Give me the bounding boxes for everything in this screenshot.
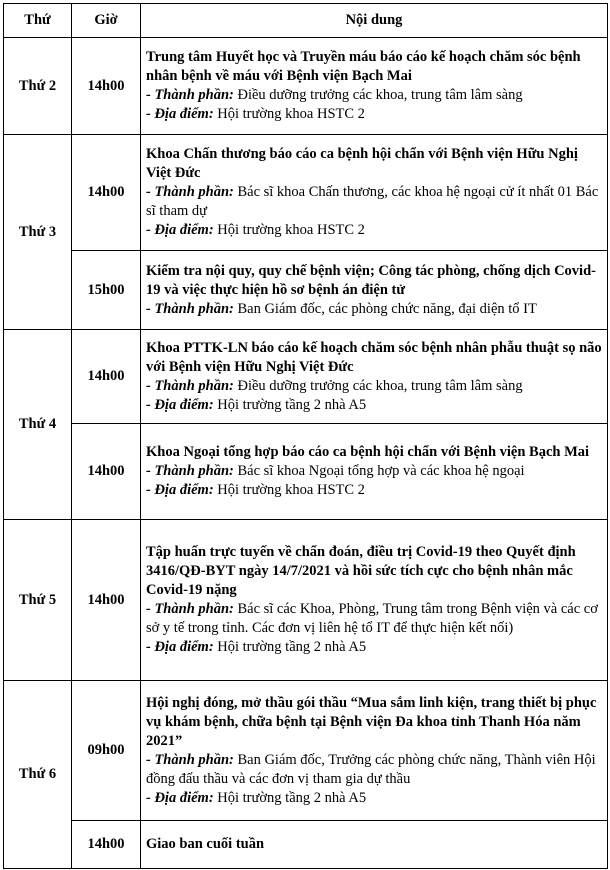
location-value: Hội trường khoa HSTC 2 bbox=[217, 482, 365, 498]
table-row bbox=[4, 424, 608, 520]
day-cell: Thứ 6 bbox=[4, 681, 72, 869]
location-label: - Địa điểm: bbox=[146, 482, 214, 498]
participants-line bbox=[146, 86, 602, 105]
content-cell bbox=[141, 330, 608, 424]
event-title: Khoa PTTK-LN báo cáo kế hoạch chăm sóc bệnh nhân phẫu thuật sọ não với Bệnh viện Hữu Nghị Việt Đức bbox=[146, 339, 602, 375]
location-label: - Địa điểm: bbox=[146, 789, 214, 806]
participants-label: - Thành phần: bbox=[146, 184, 234, 200]
content-cell bbox=[141, 424, 608, 520]
time-cell: 14h00 bbox=[72, 38, 141, 135]
location-value: Hội trường tầng 2 nhà A5 bbox=[217, 639, 367, 655]
participants-value: Điều dưỡng trưởng các khoa, trung tâm lâm sàng bbox=[237, 377, 523, 394]
participants-label: - Thành phần: bbox=[146, 601, 234, 617]
event-title: Khoa Ngoại tổng hợp báo cáo ca bệnh hội chẩn với Bệnh viện Bạch Mai bbox=[146, 444, 590, 460]
content-cell bbox=[141, 821, 608, 869]
location-value: Hội trường tầng 2 nhà A5 bbox=[217, 396, 367, 413]
participants-label: - Thành phần: bbox=[146, 463, 234, 479]
location-label: - Địa điểm: bbox=[146, 222, 214, 238]
location-line bbox=[146, 481, 602, 500]
event-title: Giao ban cuối tuần bbox=[146, 836, 265, 852]
table-row bbox=[4, 821, 608, 869]
header-time: Giờ bbox=[72, 4, 141, 38]
time-cell: 14h00 bbox=[72, 520, 141, 681]
table-row bbox=[4, 135, 608, 251]
event-title: Hội nghị đóng, mở thầu gói thầu “Mua sắm linh kiện, trang thiết bị phục vụ khám bệnh, chữa bệnh tại Bệnh viện Đa khoa tỉnh Thanh Hóa năm 2021” bbox=[146, 694, 597, 749]
location-line bbox=[146, 105, 602, 124]
participants-line bbox=[146, 300, 602, 319]
content-cell bbox=[141, 520, 608, 681]
event-title: Tập huấn trực tuyến về chẩn đoán, điều trị Covid-19 theo Quyết định 3416/QĐ-BYT ngày 14/7/2021 và hồi sức tích cực cho bệnh nhân mắc Covid-19 nặng bbox=[146, 544, 576, 598]
table-row bbox=[4, 38, 608, 135]
content-cell bbox=[141, 681, 608, 821]
table-row bbox=[4, 520, 608, 681]
location-label: - Địa điểm: bbox=[146, 106, 214, 122]
content-cell bbox=[141, 38, 608, 135]
day-cell: Thứ 2 bbox=[4, 38, 72, 135]
participants-label: - Thành phần: bbox=[146, 751, 234, 768]
content-cell bbox=[141, 251, 608, 330]
header-row bbox=[4, 4, 608, 38]
event-title: Kiểm tra nội quy, quy chế bệnh viện; Công tác phòng, chống dịch Covid-19 và việc thực hiện hồ sơ bệnh án điện tử bbox=[146, 262, 596, 298]
event-title: Trung tâm Huyết học và Truyền máu báo cáo kế hoạch chăm sóc bệnh nhân bệnh về máu với Bệnh viện Bạch Mai bbox=[146, 49, 581, 84]
time-cell: 09h00 bbox=[72, 681, 141, 821]
time-cell: 14h00 bbox=[72, 135, 141, 251]
event-title: Khoa Chấn thương báo cáo ca bệnh hội chẩn với Bệnh viện Hữu Nghị Việt Đức bbox=[146, 146, 578, 181]
time-cell: 15h00 bbox=[72, 251, 141, 330]
header-content: Nội dung bbox=[141, 4, 608, 38]
participants-value: Ban Giám đốc, Trưởng các phòng chức năng, Thành viên Hội đồng đấu thầu và các đơn vị tham gia dự thầu bbox=[146, 751, 596, 787]
participants-label: - Thành phần: bbox=[146, 377, 234, 394]
day-cell: Thứ 4 bbox=[4, 330, 72, 520]
participants-label: - Thành phần: bbox=[146, 300, 234, 317]
participants-line bbox=[146, 751, 602, 789]
location-line bbox=[146, 221, 602, 240]
day-cell: Thứ 3 bbox=[4, 135, 72, 330]
participants-value: Ban Giám đốc, các phòng chức năng, đại diện tổ IT bbox=[237, 300, 537, 317]
participants-line bbox=[146, 183, 602, 221]
time-cell: 14h00 bbox=[72, 821, 141, 869]
location-line bbox=[146, 789, 602, 808]
location-label: - Địa điểm: bbox=[146, 396, 214, 413]
location-value: Hội trường khoa HSTC 2 bbox=[217, 222, 365, 238]
participants-value: Bác sĩ khoa Chấn thương, các khoa hệ ngoại cử ít nhất 01 Bác sĩ tham dự bbox=[146, 184, 599, 219]
participants-value: Bác sĩ các Khoa, Phòng, Trung tâm trong Bệnh viện và các cơ sở y tế trong tỉnh. Các đơn vị liên hệ tổ IT để thực hiện kết nối) bbox=[146, 601, 598, 636]
location-value: Hội trường khoa HSTC 2 bbox=[217, 106, 365, 122]
participants-value: Bác sĩ khoa Ngoại tổng hợp và các khoa hệ ngoại bbox=[237, 463, 525, 479]
participants-label: - Thành phần: bbox=[146, 87, 234, 103]
time-cell: 14h00 bbox=[72, 424, 141, 520]
location-label: - Địa điểm: bbox=[146, 639, 214, 655]
location-line bbox=[146, 396, 602, 415]
participants-line bbox=[146, 377, 602, 396]
location-value: Hội trường tầng 2 nhà A5 bbox=[217, 789, 367, 806]
time-cell: 14h00 bbox=[72, 330, 141, 424]
table-row bbox=[4, 681, 608, 821]
schedule-table bbox=[3, 3, 608, 869]
content-cell bbox=[141, 135, 608, 251]
table-row bbox=[4, 330, 608, 424]
participants-value: Điều dưỡng trưởng các khoa, trung tâm lâm sàng bbox=[237, 87, 523, 103]
participants-line bbox=[146, 462, 602, 481]
location-line bbox=[146, 638, 602, 657]
header-day: Thứ bbox=[4, 4, 72, 38]
participants-line bbox=[146, 600, 602, 638]
day-cell: Thứ 5 bbox=[4, 520, 72, 681]
table-row bbox=[4, 251, 608, 330]
